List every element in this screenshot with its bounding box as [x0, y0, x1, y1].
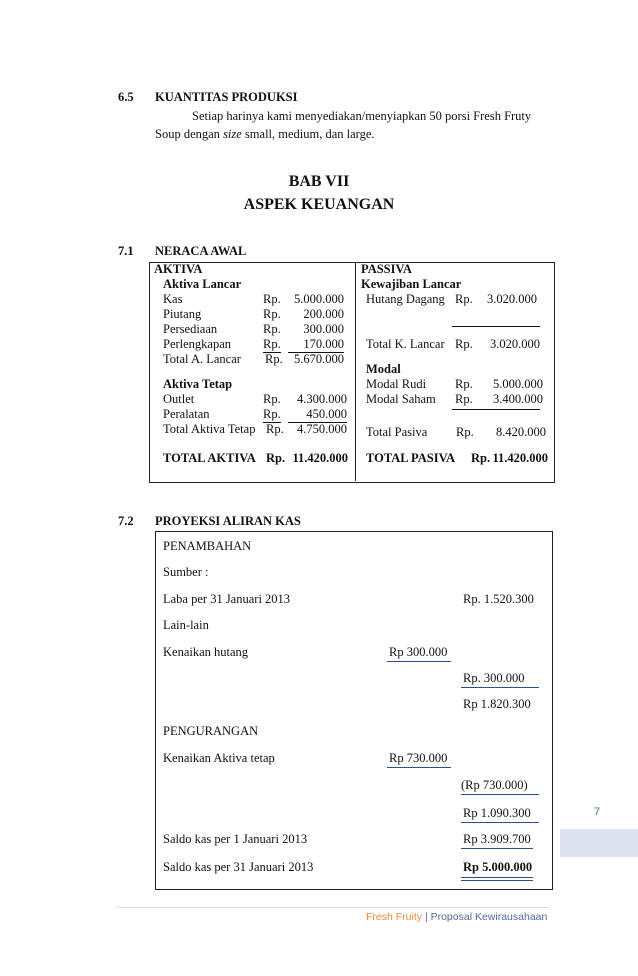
- total-tetap-cur: Rp.: [266, 422, 284, 436]
- section-7-1-number: 7.1: [118, 244, 134, 258]
- aktiva-tetap-value: 450.000: [288, 407, 347, 423]
- section-6-5-number: 6.5: [118, 90, 134, 104]
- total-k-lancar-label: Total K. Lancar: [366, 337, 445, 351]
- modal-rule: [452, 409, 540, 410]
- section-6-5-title: KUANTITAS PRODUKSI: [155, 90, 298, 104]
- saldo-awal-label: Saldo kas per 1 Januari 2013: [163, 832, 308, 846]
- footer: [366, 911, 547, 923]
- kenaikan-aktiva-rule: [387, 767, 451, 768]
- kenaikan-hutang-rule: [387, 661, 451, 662]
- footer-rule: [116, 907, 550, 908]
- aktiva-tetap-cur: Rp.: [263, 407, 281, 421]
- saldo-akhir-value: Rp 5.000.000: [463, 860, 533, 874]
- footer-doc-title: Proposal Kewirausahaan: [430, 911, 548, 923]
- total-lancar-value: 5.670.000: [294, 352, 344, 366]
- aktiva-heading: AKTIVA: [154, 262, 203, 276]
- lain-lain-label: Lain-lain: [163, 618, 209, 632]
- kewajiban-heading: Kewajiban Lancar: [361, 277, 462, 291]
- aktiva-row-label: Piutang: [163, 307, 202, 321]
- aktiva-row-label: Persediaan: [163, 322, 218, 336]
- hutang-rule: [452, 326, 540, 327]
- modal-row-label: Modal Saham: [366, 392, 436, 406]
- section-7-2-number: 7.2: [118, 514, 134, 528]
- aktiva-row-cur: Rp.: [263, 292, 281, 306]
- total-tetap-label: Total Aktiva Tetap: [163, 422, 256, 436]
- kenaikan-hutang-value: Rp 300.000: [389, 645, 448, 659]
- saldo-awal-value: Rp 3.909.700: [463, 832, 531, 846]
- total-tetap-value: 4.750.000: [297, 422, 347, 436]
- hutang-cur: Rp.: [455, 292, 473, 306]
- chapter-subtitle: ASPEK KEUANGAN: [243, 196, 395, 213]
- aktiva-tetap-cur: Rp.: [263, 392, 281, 406]
- page-number: 7: [594, 806, 601, 818]
- laba-value: Rp. 1.520.300: [463, 592, 534, 606]
- modal-row-cur: Rp.: [455, 392, 473, 406]
- sumber-label: Sumber :: [163, 565, 209, 579]
- subtotal-3: (Rp 730.000): [461, 778, 528, 792]
- modal-row-value: 3.400.000: [493, 392, 543, 406]
- saldo-awal-rule: [461, 848, 533, 849]
- aktiva-row-cur: Rp.: [263, 322, 281, 336]
- kenaikan-aktiva-label: Kenaikan Aktiva tetap: [163, 751, 275, 765]
- total-pasiva-cur: Rp.: [456, 425, 474, 439]
- modal-heading: Modal: [366, 362, 401, 376]
- kenaikan-hutang-label: Kenaikan hutang: [163, 645, 249, 659]
- section-7-1-title: NERACA AWAL: [155, 244, 247, 258]
- total-pasiva-label: Total Pasiva: [366, 425, 428, 439]
- hutang-label: Hutang Dagang: [366, 292, 445, 306]
- total-aktiva-label: TOTAL AKTIVA: [163, 451, 256, 465]
- aktiva-tetap-label: Outlet: [163, 392, 195, 406]
- laba-label: Laba per 31 Januari 2013: [163, 592, 291, 606]
- penambahan-heading: PENAMBAHAN: [163, 539, 252, 553]
- aktiva-row-value: 5.000.000: [294, 292, 344, 306]
- aktiva-row-label: Perlengkapan: [163, 337, 232, 351]
- footer-brand: Fresh Fruity: [366, 911, 423, 923]
- total-lancar-label: Total A. Lancar: [163, 352, 241, 366]
- total-pasiva-value: 8.420.000: [496, 425, 546, 439]
- section-7-2-title: PROYEKSI ALIRAN KAS: [155, 514, 301, 528]
- aktiva-tetap-heading: Aktiva Tetap: [163, 377, 233, 391]
- modal-row-label: Modal Rudi: [366, 377, 427, 391]
- subtotal-1-rule: [461, 687, 539, 688]
- pasiva-heading: PASSIVA: [361, 262, 412, 276]
- page-side-tab: [560, 829, 638, 857]
- total-pasiva-grand-value: 11.420.000: [492, 451, 548, 465]
- footer-separator: |: [424, 911, 428, 923]
- saldo-akhir-rule-2: [461, 880, 533, 881]
- aktiva-row-cur: Rp.: [263, 307, 281, 321]
- chapter-title: BAB VII: [288, 173, 350, 190]
- modal-row-cur: Rp.: [455, 377, 473, 391]
- hutang-value: 3.020.000: [487, 292, 537, 306]
- saldo-akhir-label: Saldo kas per 31 Januari 2013: [163, 860, 314, 874]
- aktiva-row-label: Kas: [163, 292, 183, 306]
- subtotal-1: Rp. 300.000: [463, 671, 525, 685]
- aktiva-tetap-label: Peralatan: [163, 407, 210, 421]
- section-6-5-line1: Setiap harinya kami menyediakan/menyiapkan 50 porsi Fresh Fruty: [192, 109, 532, 123]
- section-6-5-line2: Soup dengan size small, medium, dan large.: [155, 127, 375, 141]
- subtotal-3-rule: [461, 794, 539, 795]
- aktiva-lancar-heading: Aktiva Lancar: [163, 277, 242, 291]
- subtotal-4-rule: [461, 822, 539, 823]
- balance-sheet-divider: [355, 262, 356, 481]
- total-pasiva-grand-cur: Rp.: [471, 451, 491, 465]
- aktiva-row-value: 300.000: [303, 322, 344, 336]
- aktiva-tetap-value: 4.300.000: [297, 392, 347, 406]
- saldo-akhir-rule-1: [461, 877, 533, 878]
- subtotal-4: Rp 1.090.300: [463, 806, 531, 820]
- aktiva-row-cur: Rp.: [263, 337, 281, 351]
- total-aktiva-cur: Rp.: [266, 451, 286, 465]
- total-k-lancar-value: 3.020.000: [490, 337, 540, 351]
- modal-row-value: 5.000.000: [493, 377, 543, 391]
- pengurangan-heading: PENGURANGAN: [163, 724, 259, 738]
- subtotal-2: Rp 1.820.300: [463, 697, 531, 711]
- kenaikan-aktiva-value: Rp 730.000: [389, 751, 448, 765]
- total-k-lancar-cur: Rp.: [455, 337, 473, 351]
- total-pasiva-grand-label: TOTAL PASIVA: [366, 451, 456, 465]
- total-aktiva-value: 11.420.000: [292, 451, 348, 465]
- aktiva-row-value: 170.000: [288, 337, 344, 353]
- total-lancar-cur: Rp.: [265, 352, 283, 366]
- aktiva-row-value: 200.000: [303, 307, 344, 321]
